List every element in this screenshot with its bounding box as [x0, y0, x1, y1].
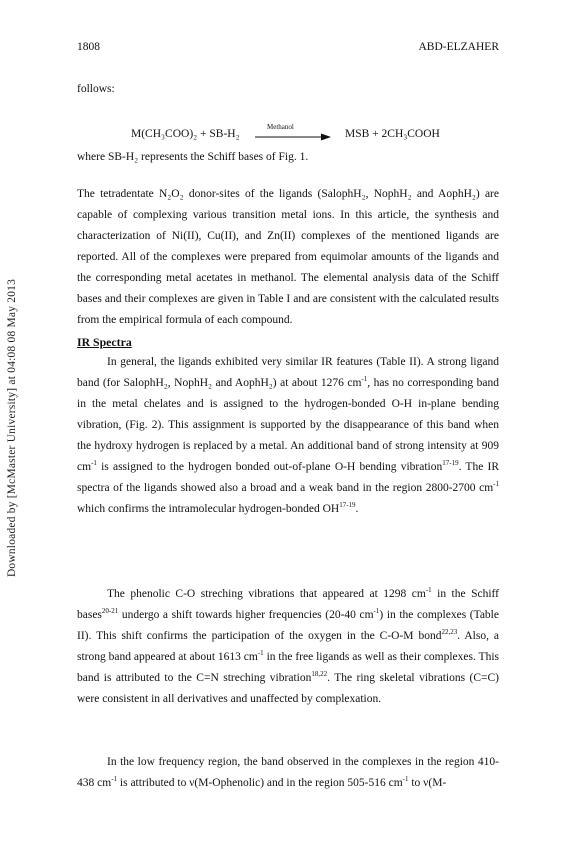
- p3-text-2: in the Schiff bases: [77, 588, 499, 621]
- p3-text-7: . The ring skeletal vibrations (C=C) were consistent in all derivatives and unaffected by complexation.: [77, 672, 499, 705]
- p4-sup-2: -1: [402, 775, 409, 784]
- watermark-text: Downloaded by [McMaster University] at 04:08 08 May 2013: [6, 278, 18, 578]
- paragraph-3: [77, 584, 499, 710]
- p3-sup-2: 20-21: [101, 607, 119, 616]
- p4-text-3: to ν(M-: [408, 777, 447, 789]
- p2-text-1: In general, the ligands exhibited very similar IR features (Table II). A strong ligand band (for SalophH₂, NophH₂ and AophH₂) at about 1276 cm: [77, 356, 499, 389]
- download-watermark: [4, 238, 20, 618]
- equation-products: MSB + 2CH₃COOH: [345, 128, 440, 140]
- p4-sup-1: -1: [111, 775, 118, 784]
- p2-sup-4: -1: [493, 480, 499, 489]
- page-number: 1808: [77, 41, 100, 53]
- p2-text-3: is assigned to the hydrogen bonded out-of-plane O-H bending vibration: [96, 461, 443, 473]
- p3-sup-4: 22,23: [441, 628, 458, 637]
- p3-text-5: . Also, a strong band appeared at about 1613 cm: [77, 630, 499, 663]
- p3-sup-3: -1: [373, 607, 380, 616]
- section-title: IR Spectra: [77, 335, 132, 349]
- paragraph-1: [77, 184, 499, 331]
- p3-text-6: in the free ligands as well as their complexes. This band is attributed to the C=N streching vibration: [77, 651, 499, 684]
- paragraph-4: [77, 752, 499, 794]
- p2-sup-1: -1: [361, 375, 368, 384]
- reaction-equation: [131, 124, 451, 144]
- where-line: where SB-H₂ represents the Schiff bases of Fig. 1.: [77, 151, 309, 163]
- p2-sup-3: 17-19: [442, 459, 459, 468]
- arrow-label: Methanol: [267, 123, 294, 131]
- p4-text-1: In the low frequency region, the band observed in the complexes in the region 410-438 cm: [77, 756, 499, 789]
- p2-text-2: , has no corresponding band in the metal chelates and is assigned to the hydrogen-bonded O-H in-plane bending vibration, (Fig. 2). This assignment is supported by the disappearance of this band when the hydroxy hydrogen is replaced by a metal. An additional band of strong intensity at 909 cm: [77, 377, 499, 473]
- p3-text-4: ) in the complexes (Table II). This shift confirms the participation of the oxygen in the C-O-M bond: [77, 609, 499, 642]
- p2-text-5: which confirms the intramolecular hydrogen-bonded OH: [77, 503, 340, 515]
- paragraph-1-text: The tetradentate N₂O₂ donor-sites of the ligands (SalophH₂, NophH₂ and AophH₂) are capable of complexing various transition metal ions. In this article, the synthesis and characterization of Ni(II), Cu(II), and Zn(II) complexes of the mentioned ligands are reported. All of the complexes were prepared from equimolar amounts of the ligands and the corresponding metal acetates in methanol. The elemental analysis data of the Schiff bases and their complexes are given in Table I and are consistent with the calculated results from the empirical formula of each compound.: [77, 188, 499, 326]
- p4-text-2: is attributed to ν(M-Ophenolic) and in the region 505-516 cm: [117, 777, 403, 789]
- paragraph-2: [77, 352, 499, 520]
- running-title: ABD-ELZAHER: [418, 41, 499, 53]
- follows-text: follows:: [77, 83, 115, 95]
- p3-text-3: undergo a shift towards higher frequencies (20-40 cm: [118, 609, 374, 621]
- p2-text-4: . The IR spectra of the ligands showed also a broad and a weak band in the region 2800-2700 cm: [77, 461, 500, 494]
- p2-text-6: .: [355, 503, 359, 515]
- arrow-icon: [255, 132, 331, 142]
- page-header: [77, 41, 499, 53]
- p3-sup-5: -1: [257, 649, 264, 658]
- equation-reactants: M(CH₃COO)₂ + SB-H₂: [131, 128, 240, 140]
- p3-sup-6: 18,22: [311, 670, 328, 679]
- reaction-arrow: [255, 124, 331, 144]
- p2-sup-2: -1: [91, 459, 97, 468]
- p3-text-1: The phenolic C-O streching vibrations that appeared at 1298 cm: [107, 588, 426, 600]
- p3-sup-1: -1: [425, 586, 432, 595]
- p2-sup-5: 17-19: [339, 501, 356, 510]
